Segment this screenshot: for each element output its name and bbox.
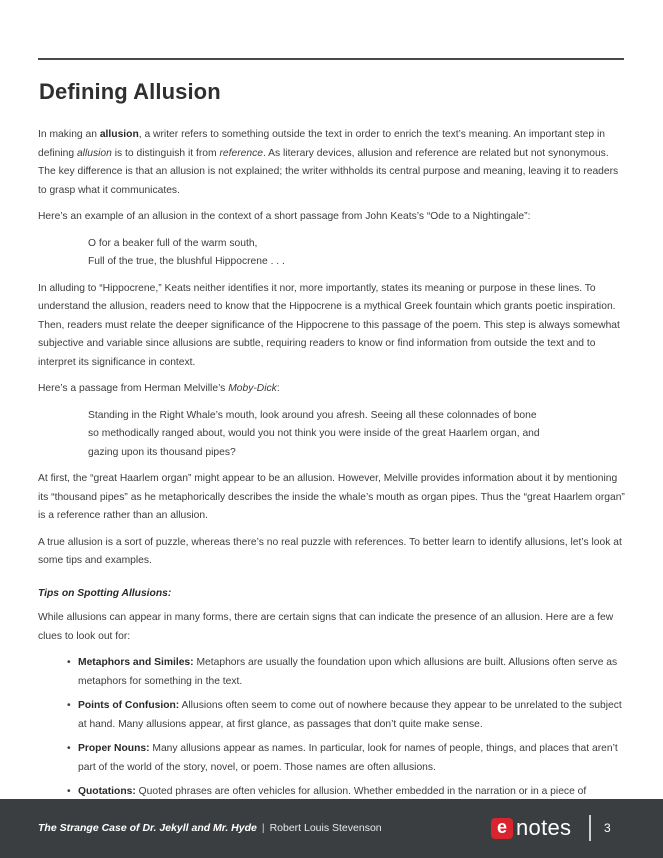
italic-title-moby-dick: Moby-Dick bbox=[228, 383, 277, 394]
text-span: In making an bbox=[38, 129, 100, 140]
enotes-logo-word: notes bbox=[516, 815, 572, 840]
clue-term: Quotations: bbox=[78, 786, 136, 797]
text-span: . As literary devices, allusion and reference are related but not synonymous. The key difference is that an allusion is not explained; the writer withholds its central purpose and meaning, leaving it to readers to grasp what it communicates. bbox=[38, 147, 619, 196]
list-item bbox=[68, 697, 625, 734]
clue-term: Proper Nouns: bbox=[78, 743, 150, 754]
paragraph-tips-intro: While allusions can appear in many forms, there are certain signs that can indicate the presence of an allusion. Here are a few clues to look out for: bbox=[38, 612, 614, 642]
top-rule bbox=[38, 58, 624, 60]
page-footer bbox=[0, 799, 663, 858]
bullet-icon: • bbox=[67, 786, 71, 797]
clue-term: Metaphors and Similes: bbox=[78, 657, 194, 668]
quote-line: Standing in the Right Whale’s mouth, look around you afresh. Seeing all these colonnades of bone bbox=[88, 409, 537, 421]
quote-line: Full of the true, the blushful Hippocrene . . . bbox=[88, 256, 285, 267]
paragraph-intro bbox=[38, 126, 625, 200]
footer-author: Robert Louis Stevenson bbox=[269, 822, 382, 834]
quote-line: O for a beaker full of the warm south, bbox=[88, 237, 258, 249]
paragraph-keats-analysis: In alluding to “Hippocrene,” Keats neither identifies it nor, more importantly, states its meaning or purpose in these lines. To understand the allusion, readers need to know that the Hippocrene is a mythical Greek fountain which grants poetic inspiration. Then, readers must relate the deeper significance of the Hippocrene to this passage of the poem. This step is always somewhat subjective and variable since allusions are subtle, requiring readers to know or find information from outside the text and to interpret its significance in context. bbox=[38, 282, 620, 368]
footer-separator: | bbox=[261, 822, 265, 834]
bullet-icon: • bbox=[67, 743, 71, 754]
clue-term: Points of Confusion: bbox=[78, 700, 180, 711]
quote-line: so methodically ranged about, would you not think you were inside of the great Haarlem organ, and bbox=[88, 428, 540, 439]
paragraph-melville-intro bbox=[38, 380, 625, 399]
clues-list bbox=[38, 654, 625, 820]
italic-term-reference: reference bbox=[219, 147, 263, 159]
tips-heading: Tips on Spotting Allusions: bbox=[38, 587, 172, 599]
enotes-logo-icon: e bbox=[491, 818, 513, 839]
block-quote-keats bbox=[88, 235, 625, 272]
clue-text: Metaphors are usually the foundation upon which allusions are built. Allusions often serve as metaphors for something in the text. bbox=[78, 657, 618, 687]
paragraph-keats-intro: Here’s an example of an allusion in the context of a short passage from John Keats’s “Ode to a Nightingale”: bbox=[38, 211, 531, 222]
clue-text: Many allusions appear as names. In particular, look for names of people, things, and places that aren’t part of the world of the story, novel, or poem. Those names are often allusions. bbox=[78, 743, 618, 773]
page-number: 3 bbox=[604, 821, 611, 835]
bullet-icon: • bbox=[67, 657, 71, 668]
list-item bbox=[68, 654, 625, 691]
text-span: , a writer refers to something outside the text in order to enrich the text’s meaning. An important step in defining bbox=[38, 129, 606, 159]
clue-text: Allusions often seem to come out of nowhere because they appear to be unrelated to the subject at hand. Many allusions appear, at first glance, as passages that don’t quite make sense. bbox=[78, 700, 622, 730]
main-content bbox=[38, 126, 625, 826]
footer-book-title: The Strange Case of Dr. Jekyll and Mr. Hyde bbox=[38, 822, 257, 834]
paragraph-melville-analysis: At first, the “great Haarlem organ” might appear to be an allusion. However, Melville provides information about it by mentioning its “thousand pipes” as he metaphorically describes the inside the whale’s mouth as organ pipes. Thus the “great Haarlem organ” is a reference rather than an allusion. bbox=[38, 473, 625, 521]
footer-divider bbox=[589, 815, 591, 841]
text-span: Here’s a passage from Herman Melville’s bbox=[38, 383, 229, 394]
bold-term-allusion: allusion bbox=[99, 129, 139, 140]
block-quote-melville bbox=[88, 407, 625, 463]
text-span: : bbox=[276, 383, 280, 394]
list-item bbox=[68, 740, 625, 777]
footer-citation bbox=[38, 822, 382, 834]
italic-term-allusion: allusion bbox=[76, 147, 112, 159]
quote-line: gazing upon its thousand pipes? bbox=[88, 446, 236, 458]
page-title: Defining Allusion bbox=[39, 79, 221, 104]
text-span: is to distinguish it from bbox=[111, 147, 220, 159]
bullet-icon: • bbox=[67, 700, 71, 711]
clue-text: Quoted phrases are often vehicles for allusion. Whether embedded in the narration or in a piece of bbox=[138, 786, 587, 797]
paragraph-puzzle: A true allusion is a sort of puzzle, whereas there’s no real puzzle with references. To better learn to identify allusions, let’s look at some tips and examples. bbox=[38, 536, 622, 566]
